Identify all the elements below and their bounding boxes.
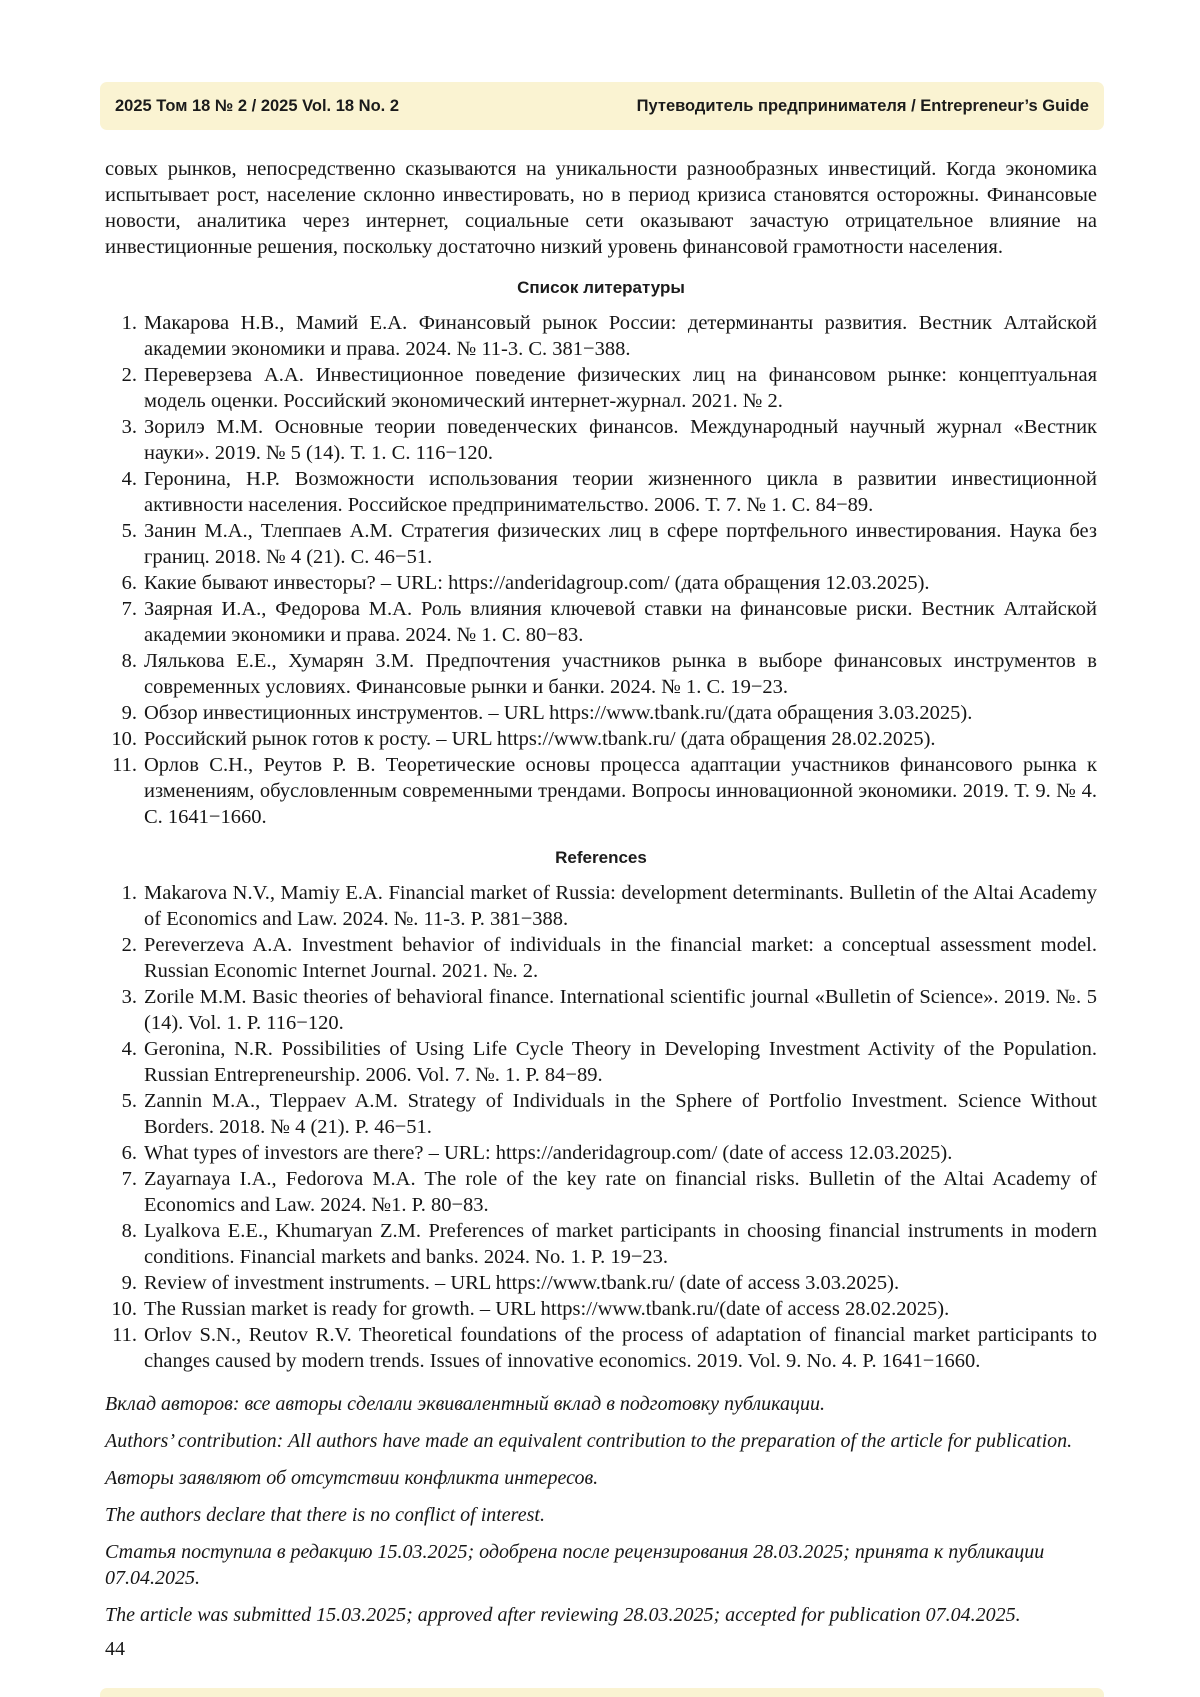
reference-text: Занин М.А., Тлеппаев А.М. Стратегия физических лиц в сфере портфельного инвестирования. Наука без границ. 2018. № 4 (21). С. 46−51.	[144, 520, 1097, 568]
reference-number: 9.	[121, 1272, 137, 1294]
reference-number: 1.	[121, 312, 137, 334]
reference-number: 3.	[121, 986, 137, 1008]
reference-number: 3.	[121, 416, 137, 438]
reference-text: Zannin M.A., Tleppaev A.M. Strategy of Individuals in the Sphere of Portfolio Investment. Science Without Borders. 2018. № 4 (21). P. 46−51.	[144, 1090, 1097, 1138]
issue-info: 2025 Том 18 № 2 / 2025 Vol. 18 No. 2	[115, 96, 400, 115]
reference-item	[105, 596, 1097, 648]
reference-item	[105, 932, 1097, 984]
article-notes	[105, 1391, 1097, 1628]
reference-item	[105, 362, 1097, 414]
en-references-list	[105, 880, 1097, 1374]
note-conflict-of-interest-en: The authors declare that there is no conflict of interest.	[105, 1504, 545, 1526]
reference-item	[105, 518, 1097, 570]
reference-text: Geronina, N.R. Possibilities of Using Life Cycle Theory in Developing Investment Activity of the Population. Russian Entrepreneurship. 2006. Vol. 7. №. 1. P. 84−89.	[144, 1038, 1097, 1086]
en-references-heading: References	[555, 848, 647, 867]
reference-number: 7.	[121, 598, 137, 620]
reference-item	[105, 1296, 1097, 1322]
ru-references-heading: Список литературы	[517, 278, 685, 297]
reference-number: 9.	[121, 702, 137, 724]
reference-text: Zayarnaya I.A., Fedorova M.A. The role of the key rate on financial risks. Bulletin of the Altai Academy of Economics and Law. 2024. №1. P. 80−83.	[144, 1168, 1097, 1216]
reference-item	[105, 1088, 1097, 1140]
reference-text: Обзор инвестиционных инструментов. – URL https://www.tbank.ru/(дата обращения 3.03.2025).	[144, 702, 973, 724]
page-header-band	[100, 82, 1104, 130]
reference-item	[105, 1270, 1097, 1296]
note-authors-contribution-ru: Вклад авторов: все авторы сделали эквивалентный вклад в подготовку публикации.	[105, 1393, 825, 1415]
page-content	[105, 156, 1097, 1628]
note-submission-dates-ru: Статья поступила в редакцию 15.03.2025; одобрена после рецензирования 28.03.2025; принята к публикации 07.04.2025.	[105, 1541, 1045, 1589]
journal-title: Путеводитель предпринимателя / Entrepreneur’s Guide	[636, 96, 1089, 115]
reference-item	[105, 726, 1097, 752]
reference-item	[105, 310, 1097, 362]
reference-number: 1.	[121, 882, 137, 904]
reference-text: Pereverzeva A.A. Investment behavior of individuals in the financial market: a conceptual assessment model. Russian Economic Internet Journal. 2021. №. 2.	[144, 934, 1097, 982]
reference-item	[105, 1036, 1097, 1088]
reference-item	[105, 1166, 1097, 1218]
note-conflict-of-interest-ru: Авторы заявляют об отсутствии конфликта интересов.	[105, 1467, 599, 1489]
reference-text: Review of investment instruments. – URL https://www.tbank.ru/ (date of access 3.03.2025).	[144, 1272, 900, 1294]
reference-item	[105, 752, 1097, 830]
reference-text: Переверзева А.А. Инвестиционное поведение физических лиц на финансовом рынке: концептуальная модель оценки. Российский экономический интернет-журнал. 2021. № 2.	[144, 364, 1097, 412]
ru-references-list	[105, 310, 1097, 830]
reference-number: 5.	[121, 520, 137, 542]
reference-text: Zorile M.M. Basic theories of behavioral finance. International scientific journal «Bulletin of Science». 2019. №. 5 (14). Vol. 1. P. 116−120.	[144, 986, 1097, 1034]
note-submission-dates-en: The article was submitted 15.03.2025; approved after reviewing 28.03.2025; accepted for publication 07.04.2025.	[105, 1604, 1021, 1626]
reference-text: Макарова Н.В., Мамий Е.А. Финансовый рынок России: детерминанты развития. Вестник Алтайской академии экономики и права. 2024. № 11-3. С. 381−388.	[144, 312, 1097, 360]
reference-item	[105, 984, 1097, 1036]
reference-text: Lyalkova E.E., Khumaryan Z.M. Preferences of market participants in choosing financial instruments in modern conditions. Financial markets and banks. 2024. No. 1. P. 19−23.	[144, 1220, 1097, 1268]
reference-number: 8.	[121, 650, 137, 672]
page-number: 44	[105, 1638, 125, 1660]
reference-item	[105, 1140, 1097, 1166]
reference-number: 2.	[121, 934, 137, 956]
reference-number: 6.	[121, 1142, 137, 1164]
reference-text: What types of investors are there? – URL: https://anderidagroup.com/ (date of access 12.03.2025).	[144, 1142, 953, 1164]
reference-number: 4.	[121, 1038, 137, 1060]
reference-number: 7.	[121, 1168, 137, 1190]
reference-number: 4.	[121, 468, 137, 490]
reference-item	[105, 414, 1097, 466]
reference-item	[105, 880, 1097, 932]
reference-item	[105, 570, 1097, 596]
reference-text: Makarova N.V., Mamiy E.A. Financial market of Russia: development determinants. Bulletin of the Altai Academy of Economics and Law. 2024. №. 11-3. P. 381−388.	[144, 882, 1097, 930]
reference-number: 6.	[121, 572, 137, 594]
reference-text: Заярная И.А., Федорова М.А. Роль влияния ключевой ставки на финансовые риски. Вестник Алтайской академии экономики и права. 2024. № 1. С. 80−83.	[144, 598, 1097, 646]
reference-text: Орлов С.Н., Реутов Р. В. Теоретические основы процесса адаптации участников финансового рынка к изменениям, обусловленным современными трендами. Вопросы инновационной экономики. 2019. Т. 9. № 4. С. 1641−1660.	[144, 754, 1097, 828]
reference-number: 11.	[112, 1324, 137, 1346]
intro-paragraph: совых рынков, непосредственно сказываются на уникальности разнообразных инвестиций. Когда экономика испытывает рост, население склонно инвестировать, но в период кризиса становятся осторожны. Финансовые новости, аналитика через интернет, социальные сети оказывают зачастую отрицательное влияние на инвестиционные решения, поскольку достаточно низкий уровень финансовой грамотности населения.	[105, 158, 1097, 258]
reference-text: Геронина, Н.Р. Возможности использования теории жизненного цикла в развитии инвестиционной активности населения. Российское предпринимательство. 2006. Т. 7. № 1. С. 84−89.	[144, 468, 1097, 516]
reference-item	[105, 1218, 1097, 1270]
reference-number: 5.	[121, 1090, 137, 1112]
reference-item	[105, 648, 1097, 700]
reference-number: 10.	[111, 1298, 137, 1320]
reference-item	[105, 700, 1097, 726]
reference-text: Лялькова Е.Е., Хумарян З.М. Предпочтения участников рынка в выборе финансовых инструментов в современных условиях. Финансовые рынки и банки. 2024. № 1. С. 19−23.	[144, 650, 1097, 698]
reference-number: 2.	[121, 364, 137, 386]
reference-text: Orlov S.N., Reutov R.V. Theoretical foundations of the process of adaptation of financial market participants to changes caused by modern trends. Issues of innovative economics. 2019. Vol. 9. No. 4. P. 1641−1660.	[144, 1324, 1097, 1372]
footer-band	[100, 1688, 1104, 1697]
reference-number: 11.	[112, 754, 137, 776]
reference-number: 8.	[121, 1220, 137, 1242]
reference-text: Зорилэ М.М. Основные теории поведенческих финансов. Международный научный журнал «Вестник науки». 2019. № 5 (14). Т. 1. С. 116−120.	[144, 416, 1097, 464]
reference-text: Какие бывают инвесторы? – URL: https://anderidagroup.com/ (дата обращения 12.03.2025).	[144, 572, 930, 594]
reference-item	[105, 1322, 1097, 1374]
reference-text: The Russian market is ready for growth. – URL https://www.tbank.ru/(date of access 28.02.2025).	[144, 1298, 950, 1320]
reference-number: 10.	[111, 728, 137, 750]
reference-text: Российский рынок готов к росту. – URL https://www.tbank.ru/ (дата обращения 28.02.2025).	[144, 728, 936, 750]
reference-item	[105, 466, 1097, 518]
note-authors-contribution-en: Authors’ contribution: All authors have made an equivalent contribution to the preparation of the article for publication.	[105, 1430, 1073, 1452]
